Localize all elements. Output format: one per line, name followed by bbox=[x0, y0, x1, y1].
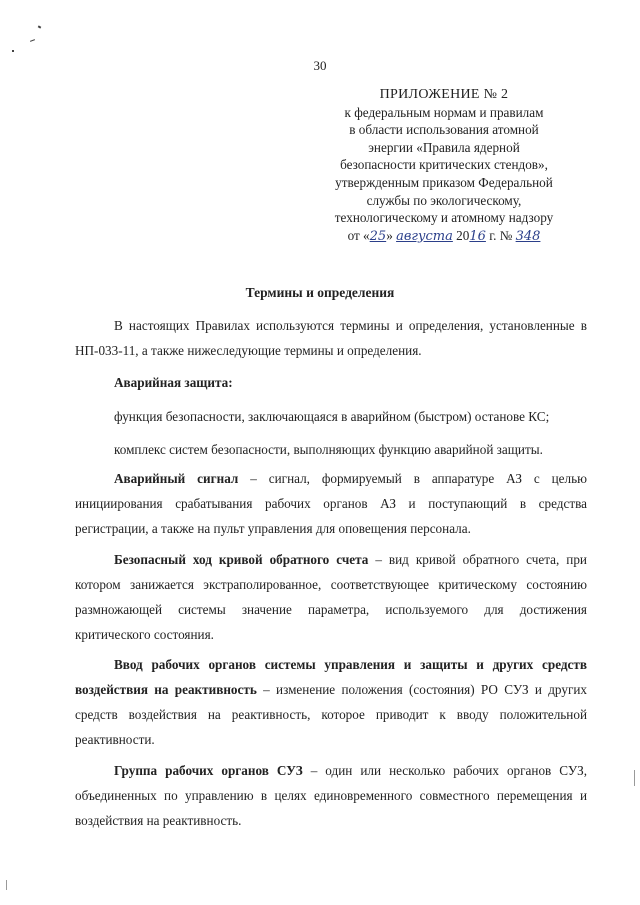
term-1-def-1: функция безопасности, заключающаяся в аварийном (быстром) останове КС; bbox=[114, 409, 550, 424]
term-5-text: – один или несколько рабочих органов СУЗ, объединенных по управлению в целях единовременного совместного перемещения и воздействия на реактивность. bbox=[75, 763, 587, 828]
scan-speck bbox=[634, 770, 635, 786]
intro-paragraph bbox=[75, 313, 587, 363]
appendix-line: службы по экологическому, bbox=[366, 192, 522, 208]
term-3-title: Безопасный ход кривой обратного счета bbox=[114, 552, 369, 567]
term-block-4 bbox=[75, 652, 587, 752]
approval-line bbox=[320, 227, 568, 246]
term-block-1 bbox=[75, 370, 587, 395]
scan-speck bbox=[12, 50, 14, 52]
approval-mid1: » bbox=[386, 227, 393, 243]
approval-number: 348 bbox=[515, 228, 541, 244]
term-2-title: Аварийный сигнал bbox=[114, 471, 239, 486]
appendix-line: утвержденным приказом Федеральной bbox=[335, 174, 553, 190]
term-1-def-2: комплекс систем безопасности, выполняющих функцию аварийной защиты. bbox=[114, 442, 543, 457]
term-1-definitions-2 bbox=[75, 437, 587, 462]
page-number: 30 bbox=[313, 58, 327, 73]
term-3 bbox=[75, 547, 587, 647]
term-block-2 bbox=[75, 466, 587, 541]
term-2 bbox=[75, 466, 587, 541]
appendix-line: энергии «Правила ядерной bbox=[368, 139, 520, 155]
appendix-line: в области использования атомной bbox=[349, 122, 539, 138]
term-5 bbox=[75, 758, 587, 833]
term-4-text: – изменение положения (состояния) РО СУЗ и других средств воздействия на реактивность, которое приводит к вводу положительной реактивности. bbox=[75, 682, 588, 747]
term-1 bbox=[75, 370, 587, 395]
section-title: Термины и определения bbox=[245, 285, 395, 300]
term-4-title: Ввод рабочих органов системы управления и защиты и других средств воздействия на реактивность bbox=[75, 657, 587, 697]
approval-mid2: г. № bbox=[489, 227, 513, 243]
term-5-title: Группа рабочих органов СУЗ bbox=[114, 763, 303, 778]
term-1-definitions bbox=[75, 404, 587, 429]
approval-prefix: от « bbox=[347, 227, 370, 243]
scan-speck bbox=[30, 39, 35, 42]
approval-year-suffix: 16 bbox=[469, 228, 486, 244]
approval-month: августа bbox=[396, 228, 453, 244]
term-2-text: – сигнал, формируемый в аппаратуре АЗ с целью инициирования срабатывания рабочих органов АЗ и поступающий в средства регистрации, а также на пульт управления для оповещения персонала. bbox=[75, 471, 587, 536]
term-3-text: – вид кривой обратного счета, при котором занижается экстраполированное, соответствующее критическому состоянию размножающей системы значение параметра, используемого для достижения критического состояния. bbox=[75, 552, 587, 642]
scan-speck bbox=[38, 25, 42, 28]
term-block-5 bbox=[75, 758, 587, 833]
approval-day: 25 bbox=[369, 228, 387, 244]
term-4 bbox=[75, 652, 587, 752]
appendix-header bbox=[320, 86, 568, 245]
term-1-title: Аварийная защита: bbox=[114, 375, 233, 390]
approval-year-prefix: 20 bbox=[456, 227, 470, 243]
term-block-3 bbox=[75, 547, 587, 647]
appendix-line: технологическому и атомному надзору bbox=[334, 210, 554, 226]
appendix-line: к федеральным нормам и правилам bbox=[344, 104, 544, 120]
scan-speck bbox=[6, 880, 7, 890]
intro-text: В настоящих Правилах используются термины и определения, установленные в НП-033-11, а также нижеследующие термины и определения. bbox=[75, 318, 587, 358]
appendix-line: безопасности критических стендов», bbox=[340, 157, 548, 173]
appendix-title: ПРИЛОЖЕНИЕ № 2 bbox=[379, 87, 509, 102]
